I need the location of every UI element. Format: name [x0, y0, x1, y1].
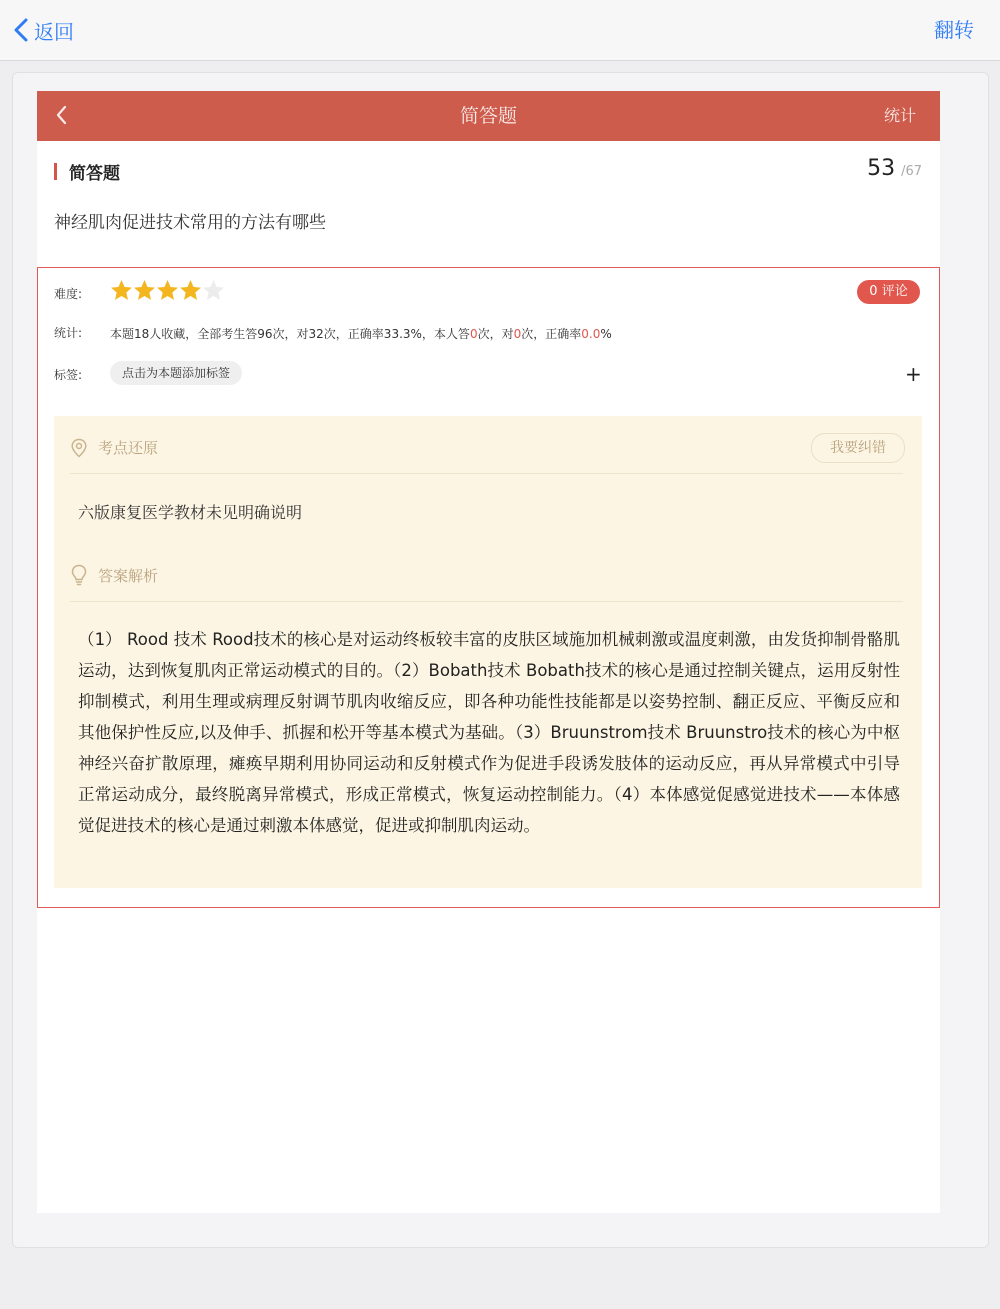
report-error-button[interactable]: 我要纠错: [811, 433, 905, 463]
stats-text-part: 次，正确率: [521, 327, 582, 341]
header-title: 简答题: [459, 105, 517, 127]
location-pin-icon: [70, 438, 88, 458]
star-filled-icon: [156, 279, 179, 302]
question-text: 神经肌肉促进技术常用的方法有哪些: [54, 213, 326, 233]
question-type-label: 简答题: [69, 163, 120, 184]
stats-button[interactable]: 统计: [883, 106, 916, 125]
analysis-section-title: [70, 564, 158, 586]
question-total: /67: [901, 164, 922, 179]
chevron-left-icon: [14, 18, 28, 42]
star-filled-icon: [133, 279, 156, 302]
question-counter: [867, 156, 922, 181]
add-tag-plus-button[interactable]: +: [905, 362, 922, 386]
point-title: 考点还原: [98, 439, 159, 457]
question-number: 53: [867, 156, 896, 181]
stats-label: 统计:: [54, 326, 83, 340]
analysis-title: 答案解析: [98, 566, 159, 585]
stats-text-part: %: [600, 327, 612, 341]
back-label: 返回: [34, 19, 74, 44]
flip-button[interactable]: 翻转: [934, 18, 974, 42]
star-empty-icon: [202, 279, 225, 302]
stats-text-part: 本题18人收藏，全部考生答96次，对32次，正确率33.3%，本人答: [110, 327, 470, 341]
self-answered-count: 0: [469, 327, 478, 341]
divider: [70, 601, 903, 602]
difficulty-stars: [110, 279, 225, 302]
star-filled-icon: [179, 279, 202, 302]
top-nav-bar: [0, 0, 1000, 61]
point-text: 六版康复医学教材未见明确说明: [78, 503, 303, 522]
difficulty-label: 难度:: [54, 287, 83, 301]
self-correct-count: 0: [513, 327, 522, 341]
tags-label: 标签:: [54, 368, 83, 382]
point-section-title: [70, 437, 158, 458]
stats-text: [110, 325, 612, 342]
comment-button[interactable]: 0 评论: [857, 280, 920, 304]
lightbulb-icon: [70, 564, 88, 586]
back-button[interactable]: [14, 14, 74, 46]
question-type: [54, 158, 120, 184]
star-filled-icon: [110, 279, 133, 302]
stats-text-part: 次，对: [477, 327, 514, 341]
analysis-text: （1） Rood 技术 Rood技术的核心是对运动终板较丰富的皮肤区域施加机械刺激或温度刺激，由发货抑制骨骼肌运动，达到恢复肌肉正常运动模式的目的。（2）Bobath技术 Bobath技术的核心是通过控制关键点，运用反射性抑制模式，利用生理或病理反射调节肌肉收缩反应，即各种功能性技能都是以姿势控制、翻正反应、平衡反应和其他保护性反应,以及伸手、抓握和松开等基本模式为基础。（3）Bruunstrom技术 Bruunstro技术的核心为中枢神经兴奋扩散原理，瘫痪早期利用协同运动和反射模式作为促进手段诱发肢体的运动反应，再从异常模式中引导正常运动成分，最终脱离异常模式，形成正常模式，恢复运动控制能力。（4）本体感觉促感觉进技术——本体感觉促进技术的核心是通过刺激本体感觉，促进或抑制肌肉运动。: [78, 630, 900, 835]
divider: [70, 473, 903, 474]
add-tag-button[interactable]: 点击为本题添加标签: [110, 361, 242, 385]
self-correct-rate: 0.0: [581, 327, 601, 341]
question-header-bar: [37, 91, 940, 141]
type-marker: [54, 163, 57, 180]
